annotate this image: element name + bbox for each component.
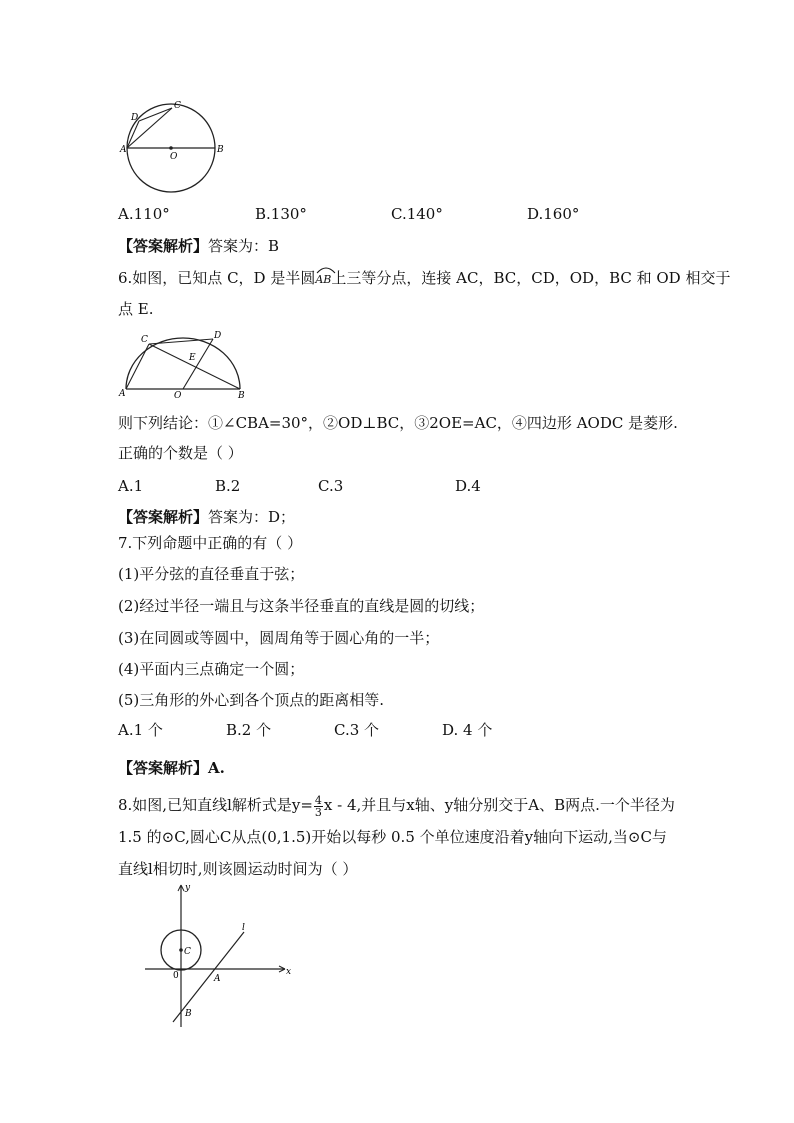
q7-item-4: (4)平面内三点确定一个圆； [118,660,305,678]
q6-option-a: A.1 [118,477,144,495]
figure-circle-abcd [118,100,228,194]
answer-text: A. [208,759,225,777]
label-o: O [170,152,178,162]
q5-option-b: B.130° [255,205,307,223]
answer-text: 答案为：B [208,237,280,255]
label-c: C [141,335,148,345]
q5-answer [118,236,279,256]
q5-option-a: A.110° [118,205,170,223]
q6-option-b: B.2 [215,477,241,495]
label-c: C [174,101,181,111]
answer-tag: 【答案解析】 [118,508,209,526]
arc-label: AB [315,273,332,286]
label-e: E [189,353,196,363]
fraction-numerator: 4 [314,793,322,807]
q8-stem-part-b: x - 4,并且与x轴、y轴分别交于A、B两点.一个半径为 [323,796,675,814]
label-c: C [184,947,191,957]
q6-stem-line2: 点 E. [118,300,154,318]
figure-coordinate-plane [140,880,295,1030]
label-o: O [174,391,182,400]
fraction-denominator: 3 [314,805,322,819]
label-b: B [217,145,224,155]
q5-option-d: D.160° [527,205,580,223]
label-a: A [119,389,126,399]
q8-stem-part-a: 8.如图,已知直线l解析式是y= [118,796,313,814]
q7-item-5: (5)三角形的外心到各个顶点的距离相等. [118,691,385,709]
q7-item-2: (2)经过半径一端且与这条半径垂直的直线是圆的切线； [118,597,485,615]
q7-option-d: D. 4 个 [442,721,493,739]
q6-conclusion: 则下列结论：①∠CBA=30°，②OD⊥BC，③2OE=AC，④四边形 AODC 是菱形. [118,414,678,432]
q7-option-a: A.1 个 [118,721,163,739]
q7-answer [118,758,225,778]
label-d: D [131,113,139,123]
q6-option-d: D.4 [455,477,481,495]
q8-stem-line2: 1.5 的⊙C,圆心C从点(0,1.5)开始以每秒 0.5 个单位速度沿着y轴向下运动,当⊙C与 [118,828,667,846]
q6-stem-part-a: 6.如图，已知点 C，D 是半圆 [118,269,316,287]
label-x: x [286,967,292,977]
label-a: A [120,145,127,155]
figure-semicircle [118,330,248,400]
label-b: B [238,391,245,400]
q7-option-b: B.2 个 [226,721,272,739]
q7-stem: 7.下列命题中正确的有（ ） [118,534,303,552]
label-origin: 0 [173,971,179,981]
q7-item-3: (3)在同圆或等圆中，圆周角等于圆心角的一半； [118,629,440,647]
label-y: y [185,883,191,893]
label-l: l [242,923,245,933]
q8-stem-line1 [118,793,675,818]
q8-stem-line3: 直线l相切时,则该圆运动时间为（ ） [118,860,358,878]
arc-symbol [315,270,331,290]
label-b: B [185,1009,192,1019]
answer-tag: 【答案解析】 [118,237,209,255]
q6-option-c: C.3 [318,477,344,495]
q5-option-c: C.140° [391,205,443,223]
label-a: A [214,974,221,984]
q7-item-1: (1)平分弦的直径垂直于弦； [118,565,305,583]
answer-text: 答案为：D； [208,508,296,526]
q6-answer [118,507,295,527]
label-d: D [214,331,222,341]
q6-stem-part-b: 上三等分点，连接 AC，BC，CD，OD，BC 和 OD 相交于 [331,269,731,287]
q7-option-c: C.3 个 [334,721,380,739]
answer-tag: 【答案解析】 [118,759,209,777]
arc-icon [315,266,337,274]
q6-question: 正确的个数是（ ） [118,444,243,462]
q6-stem-line1 [118,268,730,290]
fraction [314,795,323,818]
